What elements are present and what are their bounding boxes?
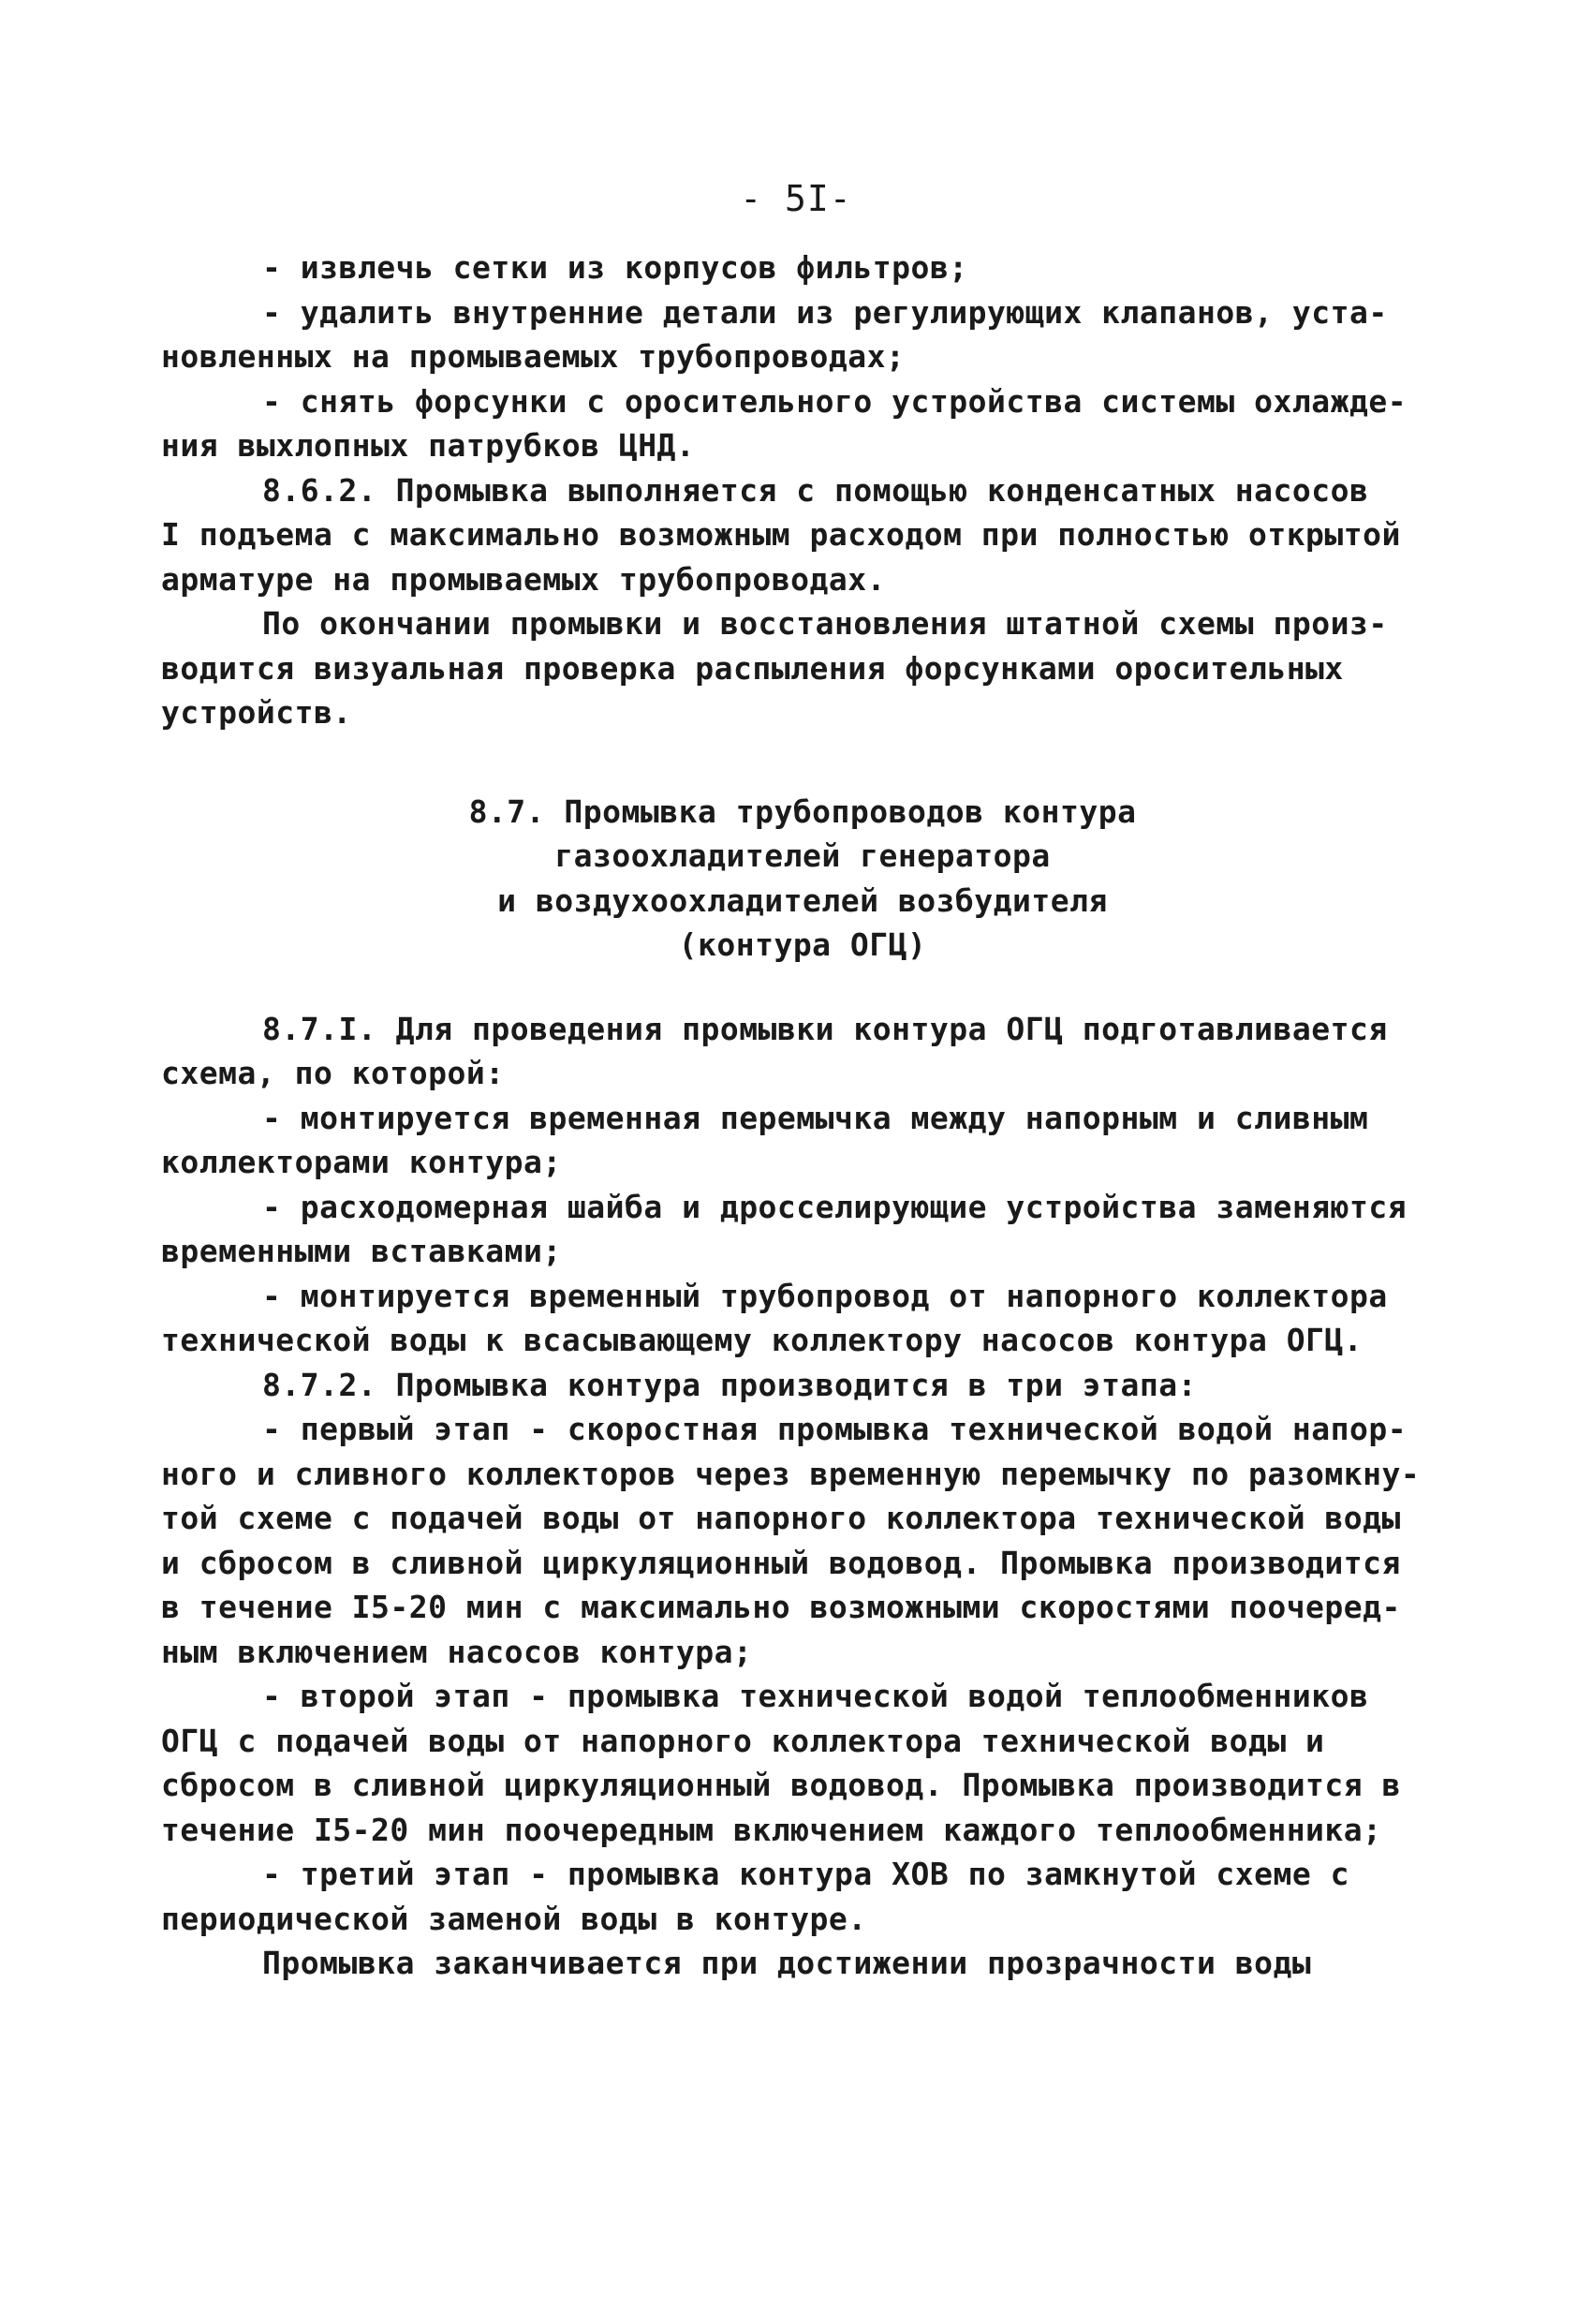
text-line: ния выхлопных патрубков ЦНД. xyxy=(161,427,696,464)
document-body xyxy=(161,245,1463,1986)
text-line: 8.7.2. Промывка контура производится в три этапа: xyxy=(262,1366,1198,1403)
text-line: - монтируется временный трубопровод от напорного коллектора xyxy=(262,1277,1388,1314)
text-line: коллекторами контура; xyxy=(161,1144,562,1180)
text-line: - третий этап - промывка контура ХОВ по замкнутой схеме с xyxy=(262,1856,1349,1892)
text-line: новленных на промываемых трубопроводах; xyxy=(161,338,906,375)
text-line: сбросом в сливной циркуляционный водовод. Промывка производится в xyxy=(161,1767,1401,1803)
heading-line: (контура ОГЦ) xyxy=(678,926,927,963)
section-8-6 xyxy=(161,245,1463,735)
text-line: По окончании промывки и восстановления штатной схемы произ- xyxy=(262,605,1388,642)
text-line: устройств. xyxy=(161,694,352,731)
text-line: ного и сливного коллекторов через временную перемычку по разомкну- xyxy=(161,1455,1421,1492)
text-line: временными вставками; xyxy=(161,1233,562,1269)
text-line: арматуре на промываемых трубопроводах. xyxy=(161,560,886,598)
heading-line: и воздухоохладителей возбудителя xyxy=(497,881,1108,919)
text-line: I подъема с максимально возможным расходом при полностью открытой xyxy=(161,516,1401,553)
section-heading-8-7 xyxy=(142,790,1463,968)
text-line: - монтируется временная перемычка между напорным и сливным xyxy=(262,1099,1369,1136)
page-number: - 5I- xyxy=(740,178,852,219)
text-line: - удалить внутренние детали из регулирующих клапанов, уста- xyxy=(262,293,1388,331)
text-line: периодической заменой воды в контуре. xyxy=(161,1900,867,1937)
heading-line: газоохладителей генератора xyxy=(554,837,1051,874)
text-line: - извлечь сетки из корпусов фильтров; xyxy=(262,249,968,286)
text-line: и сбросом в сливной циркуляционный водовод. Промывка производится xyxy=(161,1544,1401,1581)
text-line: технической воды к всасывающему коллектору насосов контура ОГЦ. xyxy=(161,1322,1364,1358)
heading-line: 8.7. Промывка трубопроводов контура xyxy=(468,792,1137,830)
text-line: в течение I5-20 мин с максимально возможными скоростями поочеред- xyxy=(161,1589,1401,1625)
text-line: водится визуальная проверка распыления форсунками оросительных xyxy=(161,649,1344,687)
text-line: 8.7.I. Для проведения промывки контура ОГЦ подготавливается xyxy=(262,1010,1388,1047)
text-line: ным включением насосов контура; xyxy=(161,1633,753,1670)
text-line: ОГЦ с подачей воды от напорного коллектора технической воды и xyxy=(161,1722,1325,1759)
text-line: течение I5-20 мин поочередным включением каждого теплообменника; xyxy=(161,1811,1382,1848)
text-line: - первый этап - скоростная промывка технической водой напор- xyxy=(262,1411,1408,1447)
text-line: схема, по которой: xyxy=(161,1055,505,1091)
text-line: 8.6.2. Промывка выполняется с помощью конденсатных насосов xyxy=(262,471,1369,509)
text-line: Промывка заканчивается при достижении прозрачности воды xyxy=(262,1945,1312,1981)
text-line: той схеме с подачей воды от напорного коллектора технической воды xyxy=(161,1500,1401,1536)
text-line: - расходомерная шайба и дросселирующие устройства заменяются xyxy=(262,1188,1408,1225)
section-8-7 xyxy=(161,1007,1463,1986)
text-line: - второй этап - промывка технической водой теплообменников xyxy=(262,1678,1369,1714)
text-line: - снять форсунки с оросительного устройства системы охлажде- xyxy=(262,382,1408,420)
